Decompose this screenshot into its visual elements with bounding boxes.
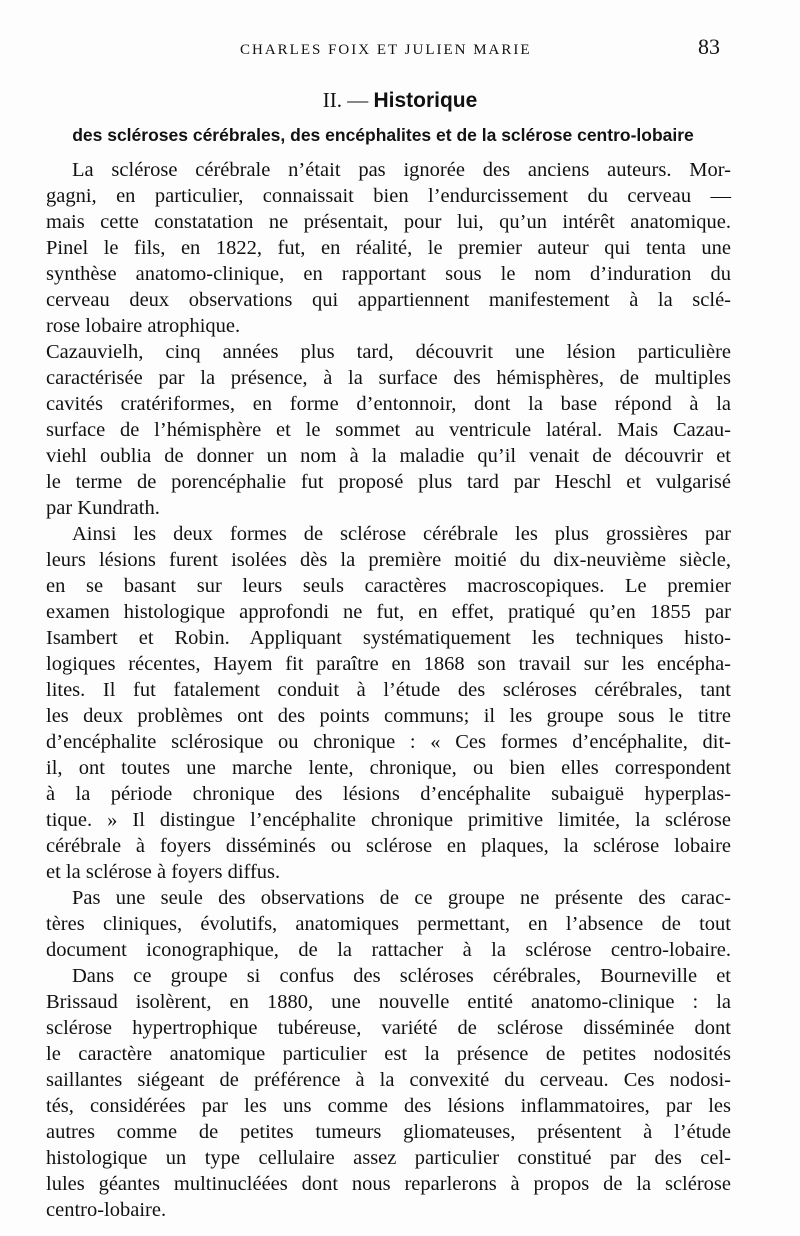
- text-line: sclérose hypertrophique tubéreuse, variété de sclérose disséminée dont: [46, 1017, 731, 1039]
- section-number: II. —: [322, 88, 369, 112]
- text-line: Brissaud isolèrent, en 1880, une nouvelle entité anatomo-clinique : la: [46, 991, 731, 1013]
- text-line: cavités cratériformes, en forme d’entonnoir, dont la base répond à la: [46, 393, 731, 415]
- text-line: Dans ce groupe si confus des scléroses cérébrales, Bourneville et: [72, 965, 731, 987]
- text-line: caractérisée par la présence, à la surface des hémisphères, de multiples: [46, 367, 731, 389]
- text-line: Isambert et Robin. Appliquant systématiquement les techniques histo-: [46, 627, 731, 649]
- text-line: le terme de porencéphalie fut proposé plus tard par Heschl et vulgarisé: [46, 471, 731, 493]
- text-line: examen histologique approfondi ne fut, en effet, pratiqué qu’en 1855 par: [46, 601, 731, 623]
- text-line: en se basant sur leurs seuls caractères macroscopiques. Le premier: [46, 575, 731, 597]
- text-line: La sclérose cérébrale n’était pas ignorée des anciens auteurs. Mor-: [72, 159, 731, 181]
- text-line: Pas une seule des observations de ce groupe ne présente des carac-: [72, 887, 731, 909]
- text-line: par Kundrath.: [46, 497, 160, 519]
- section-title: Historique: [373, 89, 478, 112]
- text-line: Pinel le fils, en 1822, fut, en réalité, le premier auteur qui tenta une: [46, 237, 731, 259]
- text-line: cerveau deux observations qui appartiennent manifestement à la sclé-: [46, 289, 731, 311]
- running-title: CHARLES FOIX ET JULIEN MARIE: [240, 42, 532, 58]
- body-text: [46, 157, 731, 1223]
- text-line: histologique un type cellulaire assez particulier constitué par des cel-: [46, 1147, 731, 1169]
- section-heading: [0, 88, 800, 113]
- text-line: mais cette constatation ne présentait, pour lui, qu’un intérêt anatomique.: [46, 211, 731, 233]
- running-header: [0, 34, 800, 68]
- text-line: Cazauvielh, cinq années plus tard, découvrit une lésion particulière: [46, 341, 731, 363]
- text-line: rose lobaire atrophique.: [46, 315, 241, 337]
- text-line: tés, considérées par les uns comme des lésions inflammatoires, par les: [46, 1095, 731, 1117]
- text-line: tique. » Il distingue l’encéphalite chronique primitive limitée, la sclérose: [46, 809, 731, 831]
- text-line: viehl oublia de donner un nom à la maladie qu’il venait de découvrir et: [46, 445, 731, 467]
- text-line: et la sclérose à foyers diffus.: [46, 861, 281, 883]
- text-line: il, ont toutes une marche lente, chronique, ou bien elles correspondent: [46, 757, 731, 779]
- text-line: tères cliniques, évolutifs, anatomiques permettant, en l’absence de tout: [46, 913, 731, 935]
- page-number: 83: [698, 34, 720, 59]
- text-line: saillantes siégeant de préférence à la convexité du cerveau. Ces nodosi-: [46, 1069, 731, 1091]
- text-line: d’encéphalite sclérosique ou chronique : « Ces formes d’encéphalite, dit-: [46, 731, 731, 753]
- text-line: leurs lésions furent isolées dès la première moitié du dix-neuvième siècle,: [46, 549, 731, 571]
- text-line: à la période chronique des lésions d’encéphalite subaiguë hyperplas-: [46, 783, 731, 805]
- text-line: les deux problèmes ont des points communs; il les groupe sous le titre: [46, 705, 731, 727]
- text-line: le caractère anatomique particulier est la présence de petites nodosités: [46, 1043, 731, 1065]
- text-line: gagni, en particulier, connaissait bien l’endurcissement du cerveau —: [46, 185, 731, 207]
- text-line: Ainsi les deux formes de sclérose cérébrale les plus grossières par: [72, 523, 731, 545]
- text-line: logiques récentes, Hayem fit paraître en 1868 son travail sur les encépha-: [46, 653, 731, 675]
- text-line: cérébrale à foyers disséminés ou sclérose en plaques, la sclérose lobaire: [46, 835, 731, 857]
- text-line: lites. Il fut fatalement conduit à l’étude des scléroses cérébrales, tant: [46, 679, 731, 701]
- text-line: synthèse anatomo-clinique, en rapportant sous le nom d’induration du: [46, 263, 731, 285]
- section-subtitle: des scléroses cérébrales, des encéphalites et de la sclérose centro-lobaire: [72, 125, 694, 145]
- text-line: centro-lobaire.: [46, 1199, 167, 1221]
- text-line: autres comme de petites tumeurs gliomateuses, présentent à l’étude: [46, 1121, 731, 1143]
- text-line: lules géantes multinucléées dont nous reparlerons à propos de la sclérose: [46, 1173, 731, 1195]
- text-line: document iconographique, de la rattacher à la sclérose centro-lobaire.: [46, 939, 731, 961]
- text-line: surface de l’hémisphère et le sommet au ventricule latéral. Mais Cazau-: [46, 419, 731, 441]
